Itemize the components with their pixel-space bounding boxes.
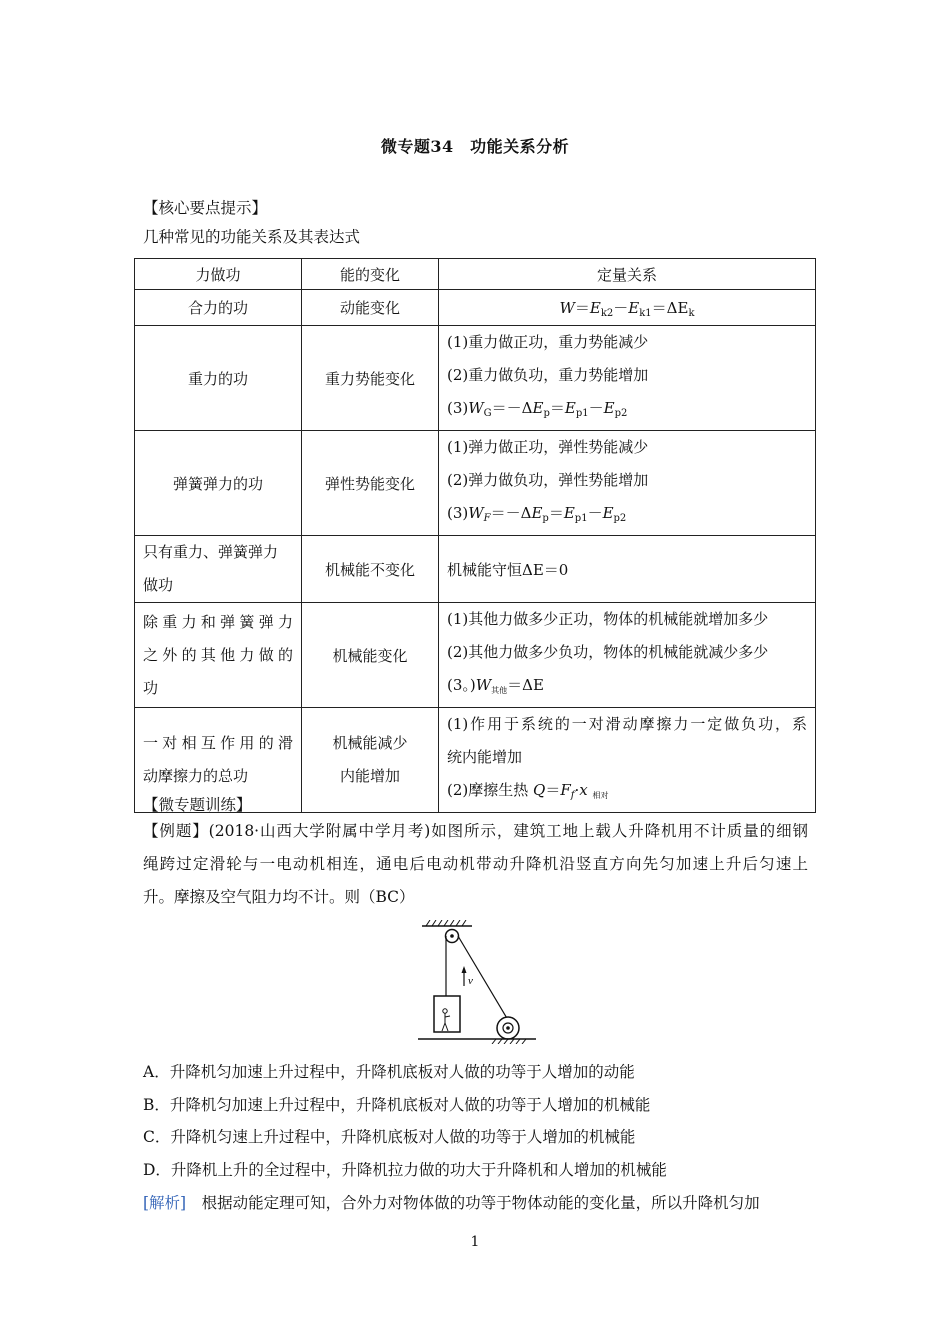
table-header-row bbox=[135, 259, 816, 290]
cell-energy: 机械能减少 内能增加 bbox=[302, 708, 439, 813]
option-c: C．升降机匀速上升过程中，升降机底板对人做的功等于人增加的机械能 bbox=[143, 1128, 636, 1146]
header-force-work: 力做功 bbox=[135, 259, 302, 290]
cell-relation: (1)其他力做多少正功，物体的机械能就增加多少 (2)其他力做多少负功，物体的机械能就减少多少 (3。)$W_{其他}=\Delta E$ bbox=[439, 603, 816, 708]
analysis-label: [解析] bbox=[143, 1194, 187, 1212]
section-heading-training: 【微专题训练】 bbox=[143, 796, 252, 814]
table-caption: 几种常见的功能关系及其表达式 bbox=[143, 228, 361, 246]
cell-energy: 动能变化 bbox=[302, 290, 439, 326]
table-row bbox=[135, 603, 816, 708]
motor-axle bbox=[506, 1026, 510, 1030]
option-a: A．升降机匀加速上升过程中，升降机底板对人做的功等于人增加的动能 bbox=[143, 1063, 635, 1081]
cell-force: 一对相互作用的滑 动摩擦力的总功 bbox=[135, 708, 302, 813]
ceiling-hatch bbox=[426, 920, 466, 926]
table-row bbox=[135, 326, 816, 431]
velocity-label: v bbox=[468, 975, 473, 987]
table-row bbox=[135, 536, 816, 603]
elevator-cage bbox=[434, 996, 460, 1032]
cell-relation: 机械能守恒ΔE＝0 bbox=[439, 536, 816, 603]
cell-relation: (1)弹力做正功，弹性势能减少 (2)弹力做负功，弹性势能增加 $(3)W_F=-\Delta E_p=E_{p1}-E_{p2}$ bbox=[439, 431, 816, 536]
cell-force: 弹簧弹力的功 bbox=[135, 431, 302, 536]
velocity-arrowhead bbox=[462, 966, 467, 973]
section-heading-key-points: 【核心要点提示】 bbox=[143, 199, 268, 217]
cell-relation: (1)作用于系统的一对滑动摩擦力一定做负功，系 统内能增加 (2)摩擦生热 $Q=F_f\cdot x$ $_{相对}$ bbox=[439, 708, 816, 813]
cell-force: 只有重力、弹簧弹力 做功 bbox=[135, 536, 302, 603]
cell-energy: 弹性势能变化 bbox=[302, 431, 439, 536]
cell-energy: 重力势能变化 bbox=[302, 326, 439, 431]
cell-energy: 机械能不变化 bbox=[302, 536, 439, 603]
cable-to-motor bbox=[458, 936, 508, 1020]
cell-relation: (1)重力做正功，重力势能减少 (2)重力做负功，重力势能增加 $(3)W_G=-\Delta E_p=E_{p1}-E_{p2}$ bbox=[439, 326, 816, 431]
analysis-text: 根据动能定理可知，合外力对物体做的功等于物体动能的变化量，所以升降机匀加 bbox=[186, 1194, 760, 1212]
cell-force: 除重力和弹簧弹力 之外的其他力做的 功 bbox=[135, 603, 302, 708]
option-b: B．升降机匀加速上升过程中，升降机底板对人做的功等于人增加的机械能 bbox=[143, 1096, 651, 1114]
page-title: 微专题34 功能关系分析 bbox=[380, 137, 570, 156]
cell-force: 重力的功 bbox=[135, 326, 302, 431]
header-energy-change: 能的变化 bbox=[302, 259, 439, 290]
analysis-paragraph bbox=[143, 1192, 760, 1214]
cell-formula: $W=E_{k2}-E_{k1}=\Delta E_k$ bbox=[439, 290, 816, 326]
pulley-axle bbox=[450, 934, 454, 938]
table-row bbox=[135, 431, 816, 536]
work-energy-table bbox=[134, 258, 816, 813]
table-row bbox=[135, 290, 816, 326]
elevator-diagram bbox=[412, 920, 538, 1044]
option-d: D．升降机上升的全过程中，升降机拉力做的功大于升降机和人增加的机械能 bbox=[143, 1161, 667, 1179]
header-quantitative-relation: 定量关系 bbox=[439, 259, 816, 290]
example-question: 【例题】(2018·山西大学附属中学月考)如图所示，建筑工地上载人升降机用不计质量的细钢 绳跨过定滑轮与一电动机相连，通电后电动机带动升降机沿竖直方向先匀加速上升后匀速上 升。摩擦及空气阻力均不计。则（BC） bbox=[143, 822, 808, 906]
cell-force: 合力的功 bbox=[135, 290, 302, 326]
page-number: 1 bbox=[470, 1234, 480, 1250]
cell-energy: 机械能变化 bbox=[302, 603, 439, 708]
